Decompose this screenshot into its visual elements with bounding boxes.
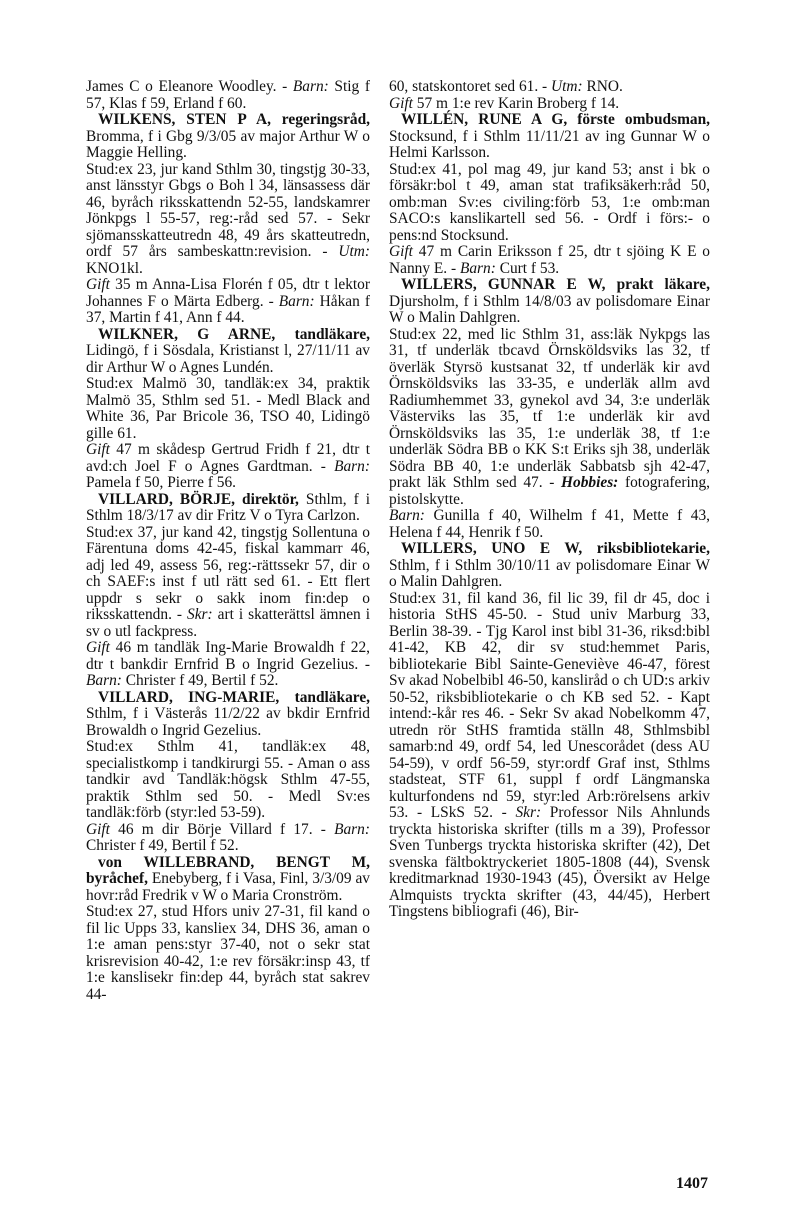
entry-name-title: VILLARD, ING-MARIE, tandläkare,	[98, 688, 370, 706]
entry-text: Stud:ex 23, jur kand Sthlm 30, tingstjg 30-33, anst länsstyr Gbgs o Boh l 34, länsassess där 46, byråch riksskattendn 52-55, landskamrer Jönkpgs l 55-57, reg:-råd sed 57. - Sekr sjömansskatteutredn 48, 49 års skatteutredn, ordf 57 års sambeskattn:revision. -	[86, 160, 370, 260]
entry-text: Stud:ex 41, pol mag 49, jur kand 53; anst i bk o försäkr:bol t 49, aman stat trafiksäkerh:råd 50, omb:man Sv:es civiling:förb 53, 1:e omb:man SACO:s kanslikartell sed 56. - Ordf i förs:- o pens:nd Stocksund.	[389, 160, 710, 244]
entry-wilkner	[86, 327, 370, 492]
entry-heading-paragraph	[86, 855, 370, 905]
right-column	[389, 79, 710, 921]
section-label: Gift	[389, 94, 413, 112]
entry-text: Enebyberg, f i Vasa, Finl, 3/3/09 av hovr:råd Fredrik v W o Maria Cronström.	[86, 870, 370, 904]
entry-name-title: VILLARD, BÖRJE, direktör,	[98, 490, 299, 508]
entry-text: art i skatterättsl ämnen i sv o utl fackpress.	[86, 606, 370, 640]
entry-text: Professor Nils Ahnlunds tryckta historiska skrifter (tills m a 39), Professor Sven Tunbergs tryckta historiska skrifter (42), Det svenska fältboktryckeriet 1805-1808 (44), Svensk kreditmarknad 1930-1943 (45), Översikt av Helge Almquists tryckta skrifter (43, 44/45), Herbert Tingstens bibliografi (46), Bir-	[389, 804, 711, 920]
entry-continuation-willebrand	[389, 79, 710, 112]
entry-paragraph	[86, 904, 370, 1003]
entry-text: Christer f 49, Bertil f 52.	[86, 837, 239, 854]
entry-text: Curt f 53.	[495, 259, 560, 277]
section-label: Utm:	[551, 78, 583, 95]
section-label: Gift	[86, 276, 110, 293]
entry-text: Sthlm, f i Sthlm 18/3/17 av dir Fritz V o Tyra Carlzon.	[86, 490, 371, 524]
section-label: Skr:	[187, 606, 213, 623]
section-label: Barn:	[334, 457, 370, 475]
entry-text: Sthlm, f i Sthlm 30/10/11 av polisdomare Einar W o Malin Dahlgren.	[389, 556, 710, 590]
section-label: Gift	[86, 820, 110, 838]
entry-paragraph	[86, 442, 370, 492]
entry-paragraph	[389, 96, 710, 113]
left-column	[86, 79, 370, 1003]
entry-paragraph	[389, 162, 710, 245]
entry-paragraph	[389, 327, 710, 509]
entry-heading-paragraph	[86, 690, 370, 740]
entry-willebrand	[86, 855, 370, 1004]
entry-name-title: WILLERS, UNO E W, riksbibliotekarie,	[401, 540, 710, 557]
entry-heading-paragraph	[86, 327, 370, 377]
section-label: Gift	[86, 441, 110, 458]
entry-paragraph	[86, 79, 370, 112]
entry-text: Pamela f 50, Pierre f 56.	[86, 474, 237, 491]
entry-text: KNO1kl.	[86, 259, 143, 277]
entry-text: 47 m Carin Eriksson f 25, dtr t sjöing K E o Nanny E. -	[389, 243, 710, 277]
entry-paragraph	[389, 244, 710, 277]
entry-name-title: WILKNER, G ARNE, tandläkare,	[98, 325, 370, 343]
section-label: Hobbies:	[561, 474, 619, 491]
entry-text: Stud:ex 37, jur kand 42, tingstjg Sollentuna o Färentuna doms 42-45, fiskal kammarr 46, adj led 49, assess 56, reg:-rättssekr 57, dir o ch SAEF:s inst f utl rätt sed 61. - Ett flert uppdr s sekr o sakk inom fin:dep o riksskattendn. -	[86, 523, 370, 623]
entry-paragraph	[86, 277, 370, 327]
section-label: Utm:	[338, 243, 370, 260]
entry-text: 35 m Anna-Lisa Florén f 05, dtr t lektor Johannes F o Märta Edberg. -	[86, 276, 370, 310]
section-label: Barn:	[389, 507, 425, 524]
entry-text: Christer f 49, Bertil f 52.	[121, 672, 279, 689]
entry-name-title: WILKENS, STEN P A, regeringsråd,	[98, 111, 370, 128]
section-label: Barn:	[459, 259, 496, 277]
section-label: Gift	[86, 639, 110, 656]
entry-name-title: WILLERS, GUNNAR E W, prakt läkare,	[401, 276, 710, 293]
entry-text: 47 m skådesp Gertrud Fridh f 21, dtr t avd:ch Joel F o Agnes Gardtman. -	[86, 441, 370, 475]
entry-paragraph	[86, 822, 370, 855]
entry-text: Sthlm, f i Västerås 11/2/22 av bkdir Ernfrid Browaldh o Ingrid Gezelius.	[86, 705, 370, 739]
entry-wilkens	[86, 112, 370, 327]
entry-text: James C o Eleanore Woodley. -	[86, 78, 293, 95]
entry-text: RNO.	[582, 78, 623, 95]
entry-paragraph	[86, 525, 370, 641]
section-label: Barn:	[86, 672, 122, 689]
section-label: Barn:	[334, 820, 370, 838]
section-label: Barn:	[278, 292, 315, 310]
entry-text: 57 m 1:e rev Karin Broberg f 14.	[412, 94, 620, 112]
entry-text: Stig f 57, Klas f 59, Erland f 60.	[86, 78, 370, 112]
entry-heading-paragraph	[389, 277, 710, 327]
section-label: Gift	[389, 243, 413, 260]
entry-text: Stocksund, f i Sthlm 11/11/21 av ing Gunnar W o Helmi Karlsson.	[389, 127, 710, 161]
entry-text: 60, statskontoret sed 61. -	[389, 78, 552, 95]
entry-text: 46 m dir Börje Villard f 17. -	[109, 820, 335, 838]
entry-paragraph	[86, 162, 370, 278]
entry-willers-uno	[389, 541, 710, 921]
entry-willen	[389, 112, 710, 277]
entry-text: Stud:ex Malmö 30, tandläk:ex 34, praktik Malmö 35, Sthlm sed 51. - Medl Black and White 36, Par Bricole 36, TSO 40, Lidingö gille 61.	[86, 375, 370, 442]
entry-name-title: von WILLEBRAND, BENGT M, byråchef,	[86, 853, 370, 887]
entry-heading-paragraph	[86, 492, 370, 525]
page-number: 1407	[676, 1175, 708, 1192]
entry-paragraph	[389, 508, 710, 541]
entry-heading-paragraph	[389, 541, 710, 591]
entry-paragraph	[389, 79, 710, 96]
entry-text: Stud:ex 27, stud Hfors univ 27-31, fil kand o fil lic Upps 33, kansliex 34, DHS 36, aman o 1:e aman pens:styr 37-40, not o sekr stat krisrevision 40-42, 1:e rev försäkr:insp 43, tf 1:e kanslisekr fin:dep 44, byråch stat sakrev 44-	[86, 903, 370, 1003]
entry-willers-gunnar	[389, 277, 710, 541]
entry-paragraph	[86, 376, 370, 442]
section-label: Barn:	[292, 78, 329, 95]
entry-text: Stud:ex 31, fil kand 36, fil lic 39, fil dr 45, doc i historia StHS 45-50. - Stud univ Marburg 33, Berlin 38-39. - Tjg Karol inst bibl 31-36, riksd:bibl 41-42, KB 42, dir sv stud:hemmet Paris, bibliotekarie Bibl Sainte-Geneviève 46-47, förest Sv akad Nobelbibl 46-50, kansliråd o ch UD:s arkiv 50-52, riksbibliotekarie o ch KB sed 52. - Kapt intend:-kår res 46. - Sekr Sv akad Nobelkomm 47, utredn rör StHS framtida ställn 48, Sthlmsbibl samarb:nd 49, ordf 54, led Unescorådet (dess AU 54-59), v ordf 56-59, styr:ordf Graf inst, Sthlms stadsteat, STF 61, suppl f ordf Längmanska kulturfondens nd 59, styr:led Arb:rörelsens arkiv 53. - LSkS 52. -	[389, 589, 710, 821]
entry-villard-borje	[86, 492, 370, 690]
entry-text: Stud:ex 22, med lic Sthlm 31, ass:läk Nykpgs las 31, tf underläk tbcavd Örnsköldsviks las 32, tf överläk Styrsö kustsanat 32, tf underläk kir avd Örnsköldsviks las 33-35, e underläk allm avd Radiumhemmet 33, gynekol avd 34, 3:e underläk Västerviks las 35, tf 1:e underläk kir avd Örnsköldsviks las 35, 1:e underläk 38, tf 1:e underläk Södra BB o KK S:t Eriks sjh 38, underläk Södra BB 40, 1:e underläk Sabbatsb sjh 42-47, prakt läk Sthlm sed 47. -	[389, 325, 710, 491]
entry-text: Djursholm, f i Sthlm 14/8/03 av polisdomare Einar W o Malin Dahlgren.	[389, 292, 710, 326]
entry-heading-paragraph	[389, 112, 710, 162]
entry-paragraph	[389, 591, 710, 921]
entry-text: fotografering, pistolskytte.	[389, 474, 711, 508]
entry-villard-ing-marie	[86, 690, 370, 855]
entry-text: Bromma, f i Gbg 9/3/05 av major Arthur W o Maggie Helling.	[86, 127, 370, 161]
entry-text: Lidingö, f i Sösdala, Kristianst l, 27/11/11 av dir Arthur W o Agnes Lundén.	[86, 342, 370, 376]
entry-text: Gunilla f 40, Wilhelm f 41, Mette f 43, Helena f 44, Henrik f 50.	[389, 507, 710, 541]
entry-paragraph	[86, 739, 370, 822]
entry-paragraph	[86, 640, 370, 690]
entry-text: Håkan f 37, Martin f 41, Ann f 44.	[86, 292, 370, 326]
section-label: Skr:	[515, 804, 542, 821]
entry-text: Stud:ex Sthlm 41, tandläk:ex 48, specialistkomp i tandkirurgi 55. - Aman o ass tandkir avd Tandläk:högsk Sthlm 47-55, praktik Sthlm sed 50. - Medl Sv:es tandläk:förb (styr:led 53-59).	[86, 738, 370, 821]
entry-continuation-woodley	[86, 79, 370, 112]
entry-text: 46 m tandläk Ing-Marie Browaldh f 22, dtr t bankdir Ernfrid B o Ingrid Gezelius. -	[86, 639, 370, 673]
entry-name-title: WILLÉN, RUNE A G, förste ombudsman,	[401, 111, 710, 128]
entry-heading-paragraph	[86, 112, 370, 162]
